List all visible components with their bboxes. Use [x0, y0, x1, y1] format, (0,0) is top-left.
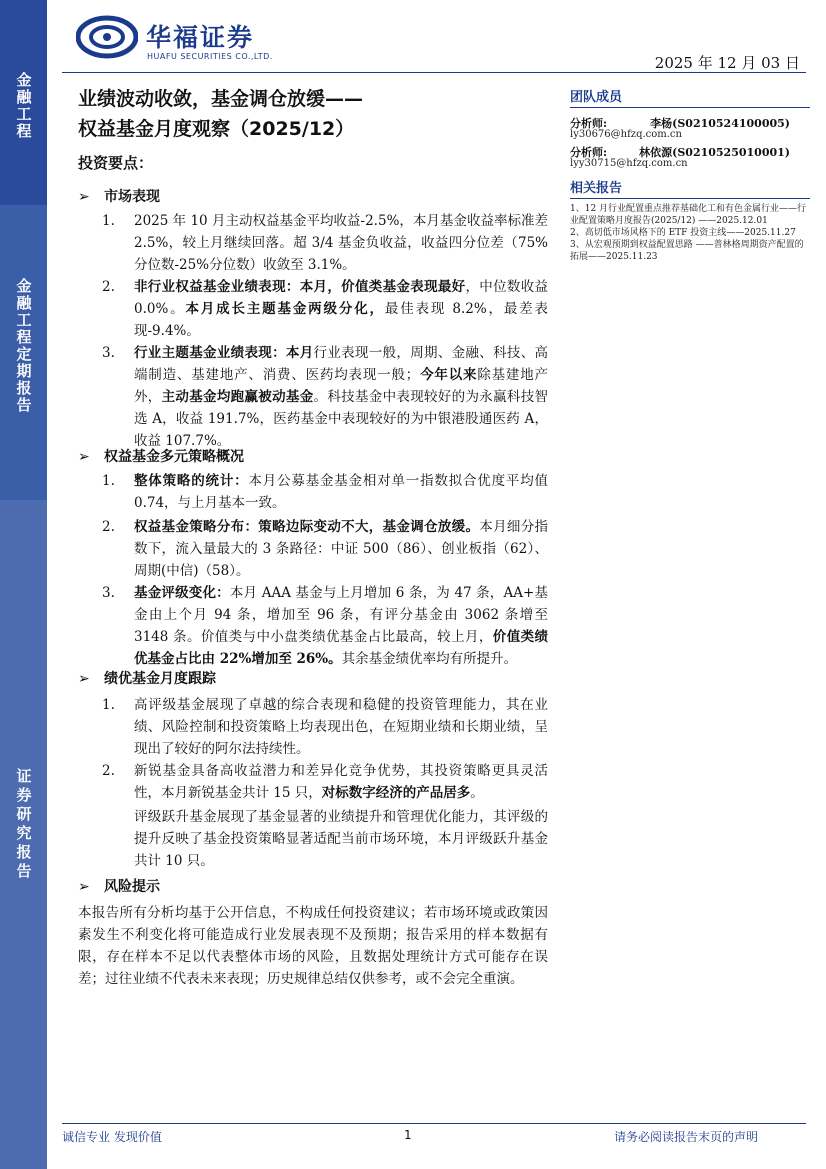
list-item [102, 342, 548, 452]
list-item [102, 516, 548, 582]
analyst-email[interactable]: ly30676@hfzq.com.cn [570, 129, 682, 140]
item-text: 基金评级变化：本月 AAA 基金与上月增加 6 条，为 47 条，AA+基金由上个月 94 条，增加至 96 条，有评分基金由 3062 条增至 3148 条。价值类与中小盘类绩优基金占比最高，较上月，价值类绩优基金占比由 22%增加至 26%。其余基金绩优率均有所提升。 [134, 585, 549, 667]
sidebar-label-3: 证券研究报告 [14, 768, 33, 882]
key-points-label: 投资要点： [78, 154, 154, 172]
related-item[interactable]: 2、高切低市场风格下的 ETF 投资主线——2025.11.27 [570, 228, 796, 238]
item-number: 1. [102, 473, 115, 489]
brand-name-en: HUAFU SECURITIES CO.,LTD. [147, 52, 273, 61]
item-text: 新锐基金具备高收益潜力和差异化竞争优势，其投资策略更具灵活性，本月新锐基金共计 15 只，对标数字经济的产品居多。 [134, 763, 548, 801]
report-title-line-1: 业绩波动收敛，基金调仓放缓—— [78, 88, 364, 110]
section-risk-warning [78, 876, 160, 896]
arrow-bullet-icon: ➢ [78, 189, 90, 205]
report-date: 2025 年 12 月 03 日 [654, 54, 800, 72]
section-market-performance [78, 186, 160, 206]
page-number: 1 [404, 1128, 412, 1142]
section-top-funds-tracking [78, 668, 216, 688]
arrow-bullet-icon: ➢ [78, 879, 90, 895]
list-item [102, 760, 548, 804]
sidebar [0, 0, 47, 1169]
item-number: 1. [102, 697, 115, 713]
footer-disclaimer: 请务必阅读报告末页的声明 [613, 1130, 758, 1144]
sidebar-label-1: 金融工程 [14, 72, 33, 140]
brand-emblem-icon [76, 14, 138, 60]
item-number: 2. [102, 519, 115, 535]
item-number: 3. [102, 345, 115, 361]
related-divider [570, 198, 810, 199]
arrow-bullet-icon: ➢ [78, 449, 90, 465]
analyst-name: 李杨(S0210524100005) [650, 117, 790, 130]
section-strategy-overview [78, 446, 244, 466]
item-number: 2. [102, 279, 115, 295]
analyst-2 [570, 144, 810, 169]
footer-slogan: 诚信专业 发现价值 [62, 1130, 162, 1144]
related-list [570, 203, 810, 263]
list-item [102, 582, 548, 670]
analyst-role: 分析师: [570, 117, 608, 130]
brand-name: 华福证券 [146, 23, 255, 52]
list-item [102, 276, 548, 342]
right-column [570, 86, 810, 263]
team-label: 团队成员 [570, 90, 623, 105]
list-item [102, 470, 548, 514]
header-divider [62, 72, 806, 73]
section-title: 权益基金多元策略概况 [104, 449, 244, 465]
analyst-role: 分析师: [570, 146, 608, 159]
related-item[interactable]: 3、从宏观预期到权益配置思路 ——普林格周期资产配置的拓展——2025.11.23 [570, 240, 804, 262]
list-item [102, 210, 548, 276]
footer-divider [62, 1123, 806, 1124]
upgraded-funds-paragraph: 评级跃升基金展现了基金显著的业绩提升和管理优化能力，其评级的提升反映了基金投资策略显著适配当前市场环境，本月评级跃升基金共计 10 只。 [134, 809, 548, 869]
sidebar-label-2: 金融工程定期报告 [14, 278, 33, 414]
item-number: 1. [102, 213, 115, 229]
list-item [102, 694, 548, 760]
analyst-1 [570, 115, 810, 140]
item-text: 权益基金策略分布：策略边际变动不大，基金调仓放缓。本月细分指数下，流入量最大的 3 条路径：中证 500（86）、创业板指（62）、周期(中信)（58）。 [134, 519, 549, 579]
arrow-bullet-icon: ➢ [78, 671, 90, 687]
analyst-email[interactable]: lyy30715@hfzq.com.cn [570, 158, 688, 169]
item-number: 2. [102, 763, 115, 779]
section-title: 市场表现 [104, 189, 160, 205]
item-number: 3. [102, 585, 115, 601]
item-text: 高评级基金展现了卓越的综合表现和稳健的投资管理能力，其在业绩、风险控制和投资策略上均表现出色，在短期业绩和长期业绩，呈现出了较好的阿尔法持续性。 [134, 697, 548, 757]
brand-logo [76, 14, 296, 64]
related-item[interactable]: 1、12 月行业配置重点推荐基础化工和有色金属行业——行业配置策略月度报告(2025/12) ——2025.12.01 [570, 204, 807, 226]
section-title: 风险提示 [104, 879, 160, 895]
report-title-line-2: 权益基金月度观察（2025/12） [78, 118, 355, 140]
team-divider [570, 107, 810, 108]
item-text: 整体策略的统计：本月公募基金基金相对单一指数拟合优度平均值 0.74，与上月基本一致。 [134, 473, 549, 511]
section-title: 绩优基金月度跟踪 [104, 671, 216, 687]
related-label: 相关报告 [570, 181, 623, 196]
analyst-name: 林依源(S0210525010001) [639, 146, 790, 159]
item-text: 非行业权益基金业绩表现：本月，价值类基金表现最好，中位数收益 0.0%。本月成长主题基金两级分化，最佳表现 8.2%，最差表现-9.4%。 [134, 279, 549, 339]
risk-paragraph: 本报告所有分析均基于公开信息，不构成任何投资建议；若市场环境或政策因素发生不利变化将可能造成行业发展表现不及预期；报告采用的样本数据有限，存在样本不足以代表整体市场的风险，且数据处理统计方式可能存在误差；过往业绩不代表未来表现；历史规律总结仅供参考，或不会完全重演。 [78, 905, 548, 987]
item-text: 行业主题基金业绩表现：本月行业表现一般，周期、金融、科技、高端制造、基建地产、消费、医药均表现一般；今年以来除基建地产外，主动基金均跑赢被动基金。科技基金中表现较好的为永赢科技智选 A，收益 191.7%，医药基金中表现较好的为中银港股通医药 A，收益 107.7%。 [134, 345, 549, 449]
item-text: 2025 年 10 月主动权益基金平均收益-2.5%，本月基金收益率标准差 2.5%，较上月继续回落。超 3/4 基金负收益，收益四分位差（75%分位数-25%分位数）收敛至 3.1%。 [134, 213, 548, 273]
